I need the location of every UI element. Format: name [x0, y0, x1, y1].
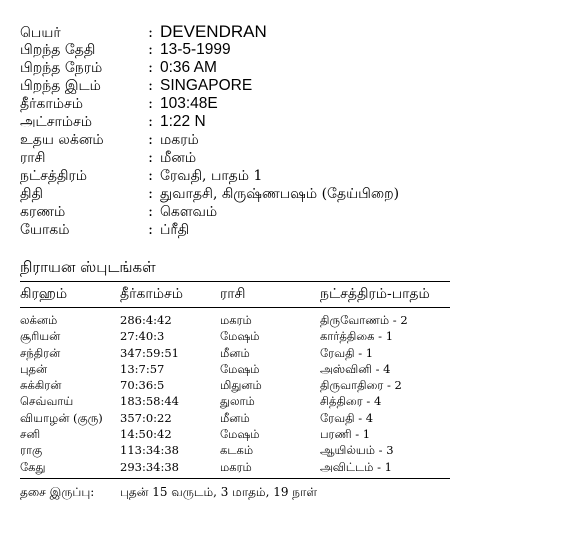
- planet-longitude: 113:34:38: [120, 443, 179, 458]
- detail-colon: :: [148, 76, 154, 94]
- section-title: நிராயன ஸ்புடங்கள்: [20, 258, 156, 276]
- planet-nakshatra: ரேவதி - 1: [320, 345, 374, 360]
- table-row: [20, 378, 450, 394]
- detail-value: ரேவதி, பாதம் 1: [160, 168, 263, 184]
- table-row: [20, 411, 450, 427]
- detail-value: மீனம்: [160, 150, 197, 166]
- detail-value: DEVENDRAN: [160, 22, 267, 41]
- planet-longitude: 70:36:5: [120, 378, 165, 393]
- detail-colon: :: [148, 220, 154, 238]
- detail-colon: :: [148, 148, 154, 166]
- detail-label: நட்சத்திரம்: [20, 168, 87, 184]
- planet-table: [20, 313, 450, 476]
- planet-longitude: 357:0:22: [120, 410, 172, 425]
- detail-row: [20, 184, 399, 202]
- planet-nakshatra: திருவாதிரை - 2: [320, 378, 402, 393]
- planet-longitude: 13:7:57: [120, 361, 165, 376]
- planet-name: சூரியன்: [20, 329, 61, 344]
- table-header: [20, 286, 450, 306]
- planet-name: லக்னம்: [20, 313, 58, 327]
- table-row: [20, 394, 450, 410]
- detail-label: அட்சாம்சம்: [20, 114, 93, 130]
- planet-name: செவ்வாய்: [20, 394, 74, 409]
- detail-label: பிறந்த நேரம்: [20, 60, 103, 76]
- planet-longitude: 14:50:42: [120, 427, 172, 442]
- planet-longitude: 286:4:42: [120, 313, 172, 327]
- table-bottom-rule: [20, 478, 450, 479]
- planet-name: வியாழன் (குரு): [20, 410, 103, 425]
- table-row: [20, 329, 450, 345]
- planet-rasi: கடகம்: [220, 443, 254, 458]
- detail-colon: :: [148, 166, 154, 184]
- detail-row: [20, 220, 399, 238]
- detail-label: ராசி: [20, 150, 46, 166]
- detail-colon: :: [148, 184, 154, 202]
- planet-rasi: மிதுனம்: [220, 378, 262, 393]
- table-header-rule: [20, 307, 450, 308]
- detail-value: 13-5-1999: [160, 41, 231, 58]
- table-row: [20, 427, 450, 443]
- planet-nakshatra: அஸ்வினி - 4: [320, 361, 391, 376]
- detail-row: [20, 130, 399, 148]
- detail-row: [20, 76, 399, 94]
- dasa-balance: [20, 485, 317, 501]
- planet-name: சந்திரன்: [20, 345, 61, 360]
- detail-colon: :: [148, 112, 154, 130]
- planet-nakshatra: கார்த்திகை - 1: [320, 329, 394, 344]
- detail-value: மகரம்: [160, 132, 199, 148]
- detail-label: தீர்காம்சம்: [20, 96, 83, 112]
- planet-nakshatra: அவிட்டம் - 1: [320, 459, 392, 474]
- detail-row: [20, 22, 399, 40]
- table-row: [20, 346, 450, 362]
- planet-rasi: மேஷம்: [220, 361, 260, 376]
- planet-nakshatra: திருவோணம் - 2: [320, 313, 408, 327]
- detail-label: பெயர்: [20, 25, 61, 41]
- planet-nakshatra: சித்திரை - 4: [320, 394, 382, 409]
- planet-name: புதன்: [20, 361, 48, 376]
- planet-longitude: 293:34:38: [120, 459, 179, 474]
- detail-row: [20, 112, 399, 130]
- header-nakshatra-padam: நட்சத்திரம்-பாதம்: [320, 286, 430, 302]
- detail-colon: :: [148, 40, 154, 58]
- table-top-rule: [20, 281, 450, 282]
- planet-rasi: மகரம்: [220, 459, 252, 474]
- table-row: [20, 460, 450, 476]
- planet-rasi: மகரம்: [220, 313, 252, 327]
- detail-colon: :: [148, 23, 154, 41]
- detail-row: [20, 94, 399, 112]
- planet-rasi: மேஷம்: [220, 329, 260, 344]
- table-row: [20, 362, 450, 378]
- detail-colon: :: [148, 130, 154, 148]
- detail-row: [20, 148, 399, 166]
- detail-value: 1:22 N: [160, 113, 206, 130]
- dasa-label: தசை இருப்பு:: [20, 485, 95, 499]
- detail-label: திதி: [20, 186, 43, 202]
- detail-value: 0:36 AM: [160, 59, 217, 76]
- header-graham: கிரஹம்: [20, 286, 68, 302]
- table-row: [20, 443, 450, 459]
- detail-label: கரணம்: [20, 204, 66, 220]
- detail-row: [20, 202, 399, 220]
- birth-details: [20, 22, 399, 238]
- detail-value: SINGAPORE: [160, 77, 253, 94]
- detail-value: துவாதசி, கிருஷ்ணபஷம் (தேய்பிறை): [160, 186, 400, 202]
- detail-colon: :: [148, 58, 154, 76]
- planet-name: சுக்கிரன்: [20, 378, 62, 393]
- detail-value: கௌவம்: [160, 204, 218, 220]
- planet-nakshatra: ரேவதி - 4: [320, 410, 374, 425]
- planet-rasi: மீனம்: [220, 410, 250, 425]
- detail-label: பிறந்த தேதி: [20, 42, 96, 58]
- planet-nakshatra: பரணி - 1: [320, 427, 371, 442]
- planet-nakshatra: ஆயில்யம் - 3: [320, 443, 394, 458]
- detail-label: உதய லக்னம்: [20, 132, 104, 148]
- planet-rasi: மேஷம்: [220, 427, 260, 442]
- planet-rasi: மீனம்: [220, 345, 250, 360]
- detail-value: ப்ரீதி: [160, 222, 190, 238]
- detail-row: [20, 58, 399, 76]
- detail-colon: :: [148, 202, 154, 220]
- planet-longitude: 27:40:3: [120, 329, 165, 344]
- planet-name: கேது: [20, 459, 46, 474]
- detail-label: யோகம்: [20, 222, 70, 238]
- detail-value: 103:48E: [160, 95, 218, 112]
- planet-rasi: துலாம்: [220, 394, 255, 409]
- table-row: [20, 313, 450, 329]
- planet-name: சனி: [20, 427, 41, 442]
- detail-row: [20, 166, 399, 184]
- detail-row: [20, 40, 399, 58]
- planet-name: ராகு: [20, 443, 43, 458]
- dasa-value: புதன் 15 வருடம், 3 மாதம், 19 நாள்: [120, 485, 318, 499]
- planet-longitude: 183:58:44: [120, 394, 179, 409]
- detail-label: பிறந்த இடம்: [20, 78, 101, 94]
- planet-longitude: 347:59:51: [120, 345, 179, 360]
- header-longitude: தீர்காம்சம்: [120, 286, 183, 302]
- detail-colon: :: [148, 94, 154, 112]
- header-rasi: ராசி: [220, 286, 246, 302]
